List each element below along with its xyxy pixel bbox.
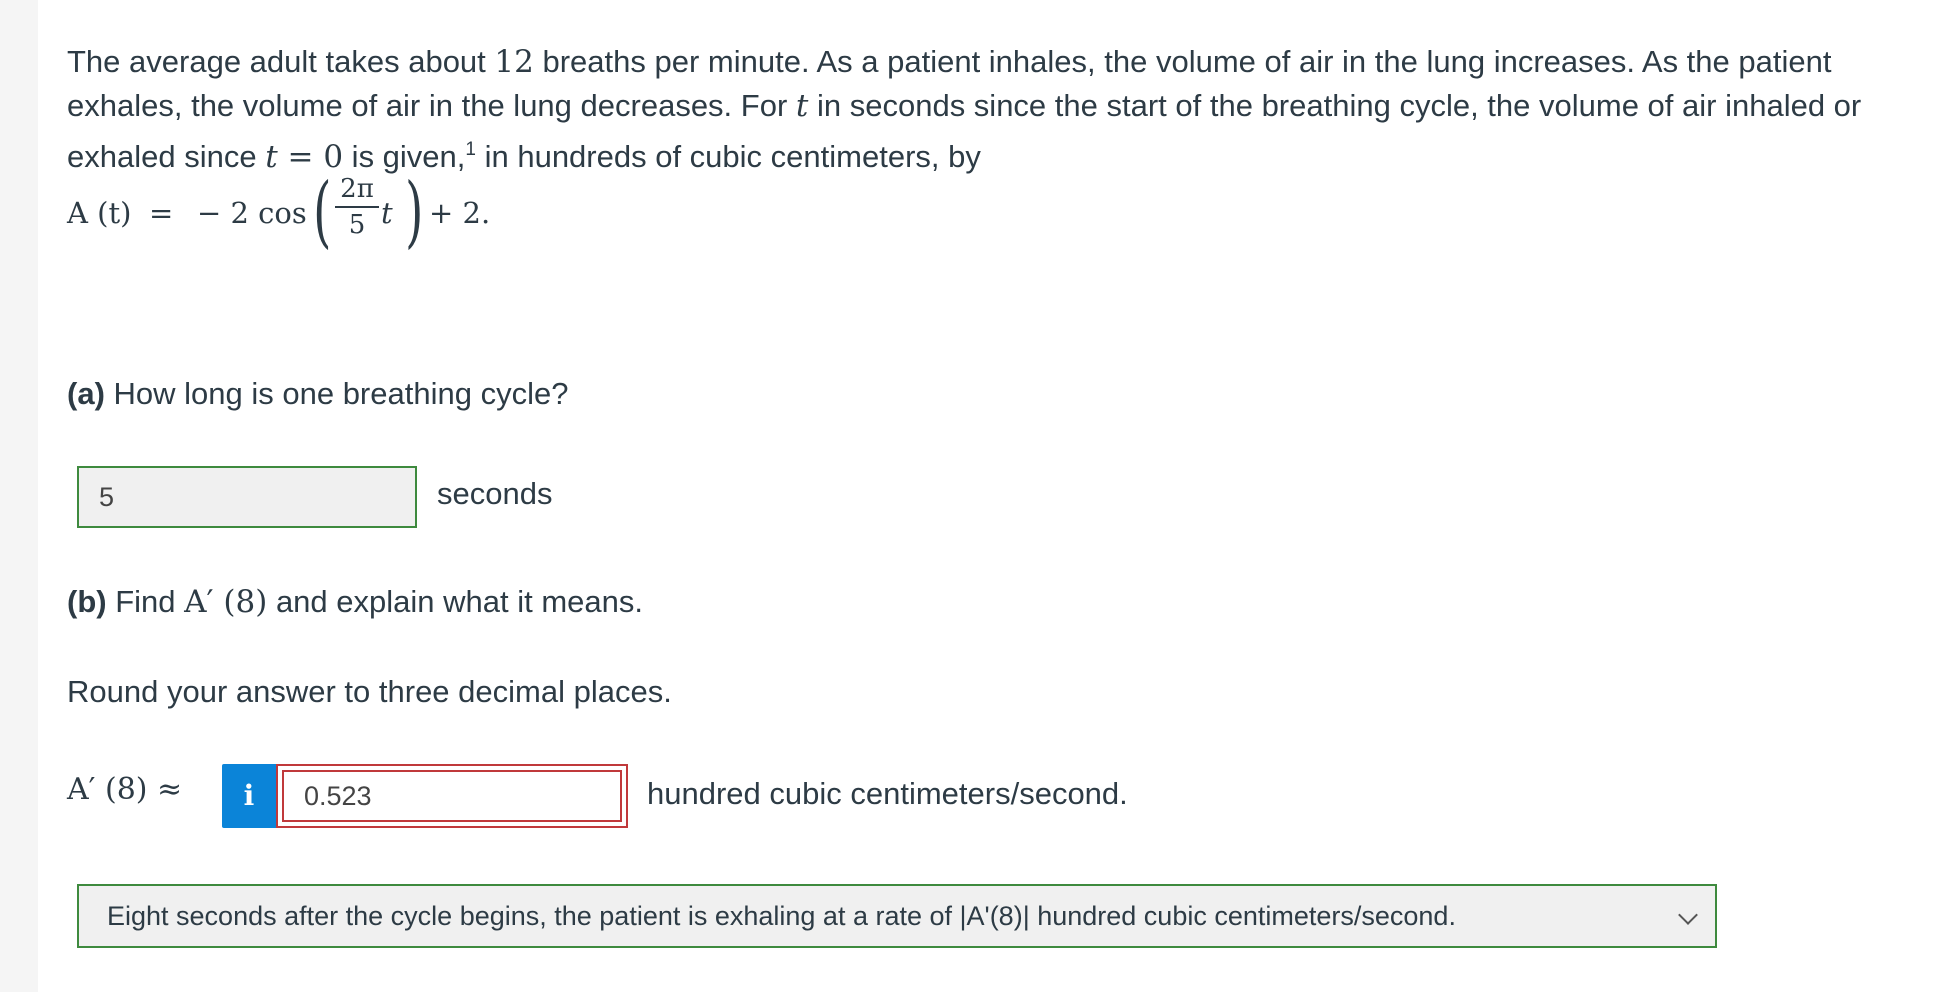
fraction-numerator: 2π (340, 174, 374, 204)
left-gutter (0, 0, 38, 992)
part-a-text: How long is one breathing cycle? (104, 376, 569, 411)
t-variable: t (795, 88, 809, 124)
intro-text-5: in hundreds of cubic centimeters, by (475, 139, 981, 174)
part-a-unit: seconds (437, 476, 553, 511)
intro-text-4: is given, (343, 139, 466, 174)
part-b-text-post: and explain what it means. (267, 584, 643, 619)
right-paren: ) (405, 167, 424, 257)
t-equals-zero: = 0 (277, 139, 344, 175)
formula-lhs: A (t) (67, 196, 132, 230)
part-b-answer-value[interactable]: 0.523 (282, 770, 622, 822)
info-icon[interactable]: i (222, 764, 276, 828)
formula-coef: − 2 cos (197, 196, 307, 230)
breaths-number: 12 (494, 44, 534, 80)
explanation-select[interactable] (77, 884, 1717, 948)
part-a-question (67, 376, 568, 412)
part-b-answer-field[interactable] (276, 764, 628, 828)
part-b-question (67, 584, 643, 620)
part-b-unit: hundred cubic centimeters/second. (647, 776, 1128, 811)
explanation-select-value: Eight seconds after the cycle begins, the patient is exhaling at a rate of |A'(8)| hundred cubic centimeters/second. (107, 901, 1456, 931)
part-b-math: A′ (8) (184, 584, 268, 620)
part-b-text-pre: Find (106, 584, 185, 619)
formula-tail: + 2. (429, 196, 491, 230)
formula-equals: = (149, 196, 174, 230)
left-paren: ( (313, 167, 332, 257)
formula-fraction (335, 174, 379, 240)
problem-statement (67, 40, 1867, 179)
part-b-label: (b) (67, 584, 107, 619)
intro-text-3: in seconds since the start of the breathing cycle, the volume of air inhaled or exhaled since (67, 88, 1862, 174)
formula-t: t (381, 196, 393, 230)
part-a-answer-field[interactable]: 5 (77, 466, 417, 528)
intro-text-2: breaths per minute. As a patient inhales, the volume of air in the lung increases. As the patient exhales, the volume of air in the lung decreases. For (67, 44, 1832, 123)
t-variable: t (265, 139, 278, 175)
chevron-down-icon[interactable] (1678, 905, 1698, 925)
intro-text-1: The average adult takes about (67, 44, 495, 79)
footnote-marker[interactable]: 1 (465, 139, 476, 160)
aprime-label: A′ (8) ≈ (67, 772, 183, 807)
part-a-label: (a) (67, 376, 105, 411)
intro-paragraph (67, 40, 1867, 179)
round-instruction: Round your answer to three decimal places. (67, 674, 672, 709)
fraction-denominator: 5 (348, 210, 366, 240)
fraction-bar (335, 206, 379, 208)
